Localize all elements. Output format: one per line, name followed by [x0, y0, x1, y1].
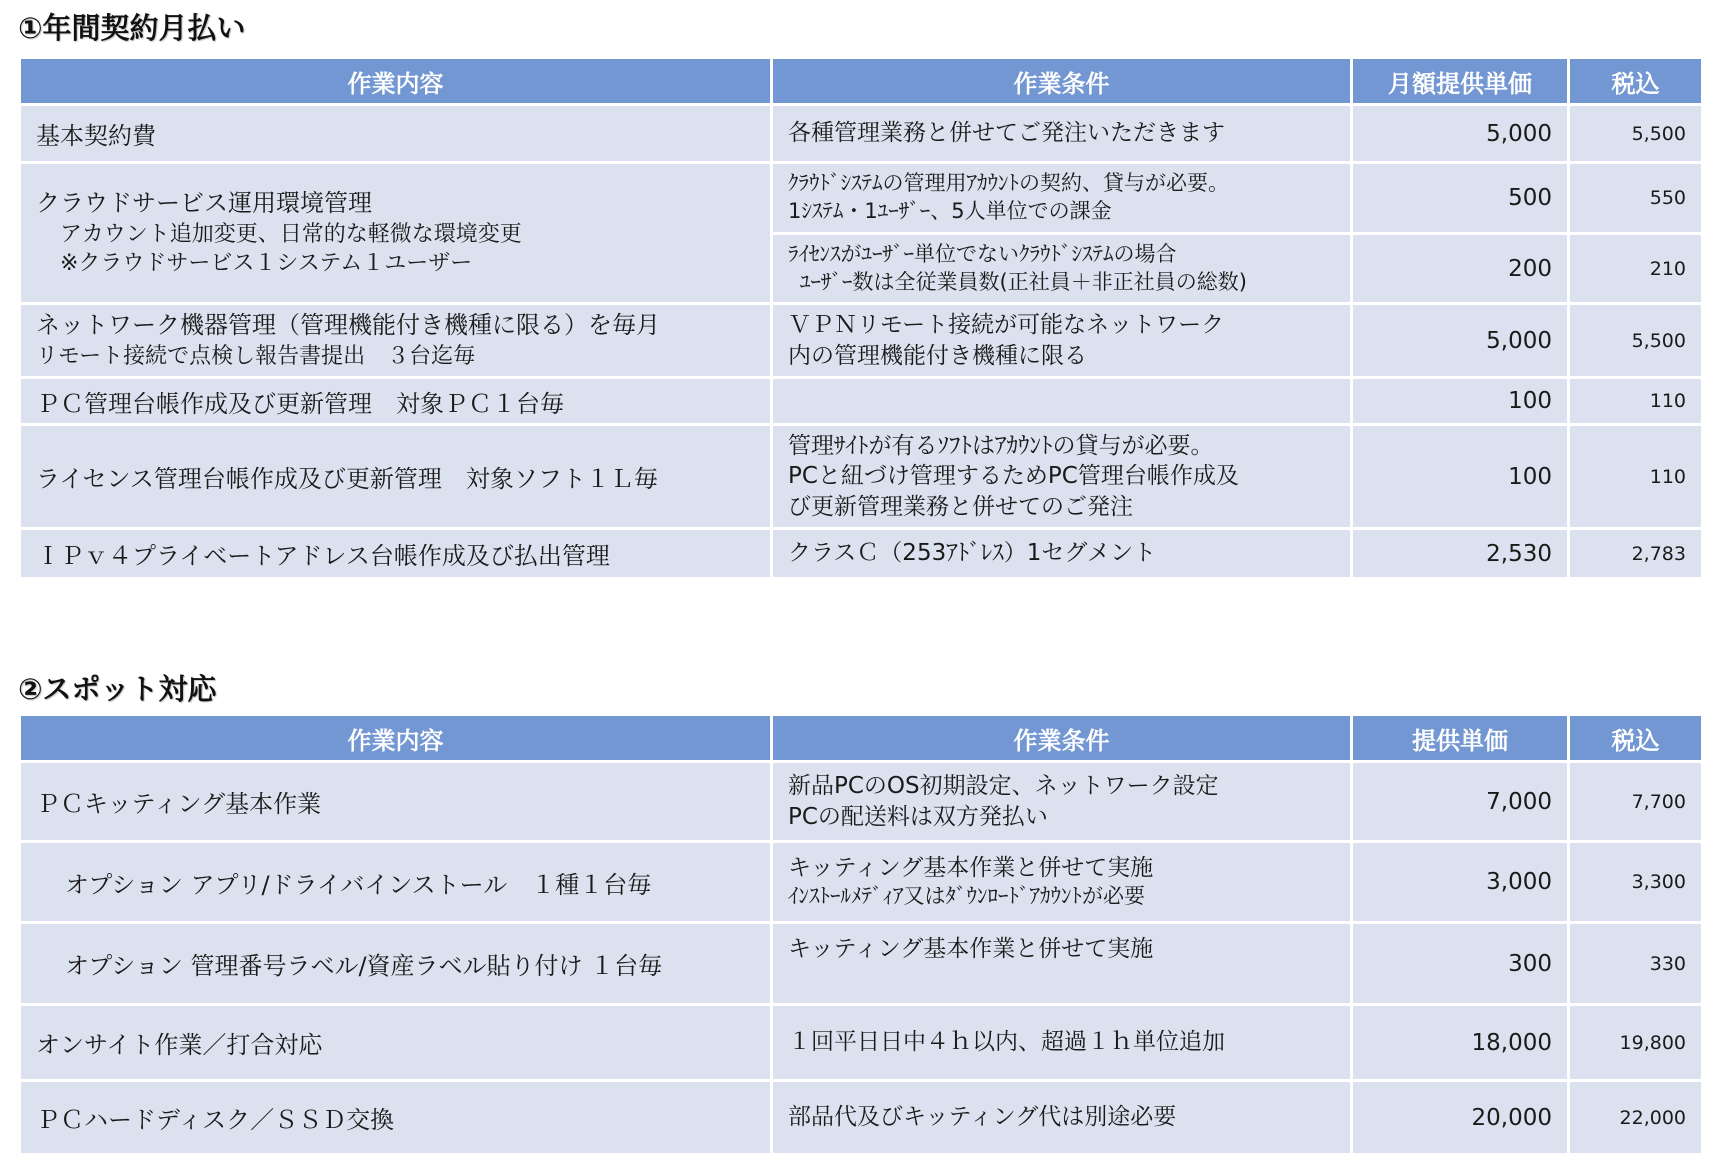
- header-work-conditions: 作業条件: [772, 715, 1352, 762]
- item-opt-app: オプション アプリ/ドライバインストール １種１台毎: [20, 842, 772, 923]
- cond-kitting-line-1: 新品PCのOS初期設定、ネットワーク設定: [788, 773, 1219, 800]
- tax-cloud-2: 210: [1569, 234, 1703, 304]
- header-unit-price: 提供単価: [1352, 715, 1569, 762]
- price-basic: 5,000: [1352, 105, 1569, 163]
- table-row-cloud-1: [20, 163, 1703, 234]
- item-network: [20, 304, 772, 378]
- cond-license-line-3: び更新管理業務と併せてのご発注: [788, 493, 1133, 520]
- cond-opt-app: [772, 842, 1352, 923]
- annual-contract-table: [18, 56, 1704, 580]
- table-row-license: [20, 425, 1703, 529]
- table-header-row: [20, 715, 1703, 762]
- price-pc-ledger: 100: [1352, 378, 1569, 425]
- tax-pc-ledger: 110: [1569, 378, 1703, 425]
- cond-ipv4: クラスＣ（253ｱﾄﾞﾚｽ）1セグメント: [772, 529, 1352, 579]
- header-monthly-unit-price: 月額提供単価: [1352, 58, 1569, 105]
- tax-onsite: 19,800: [1569, 1005, 1703, 1081]
- cond-network-line-1: ＶＰＮリモート接続が可能なネットワーク: [788, 312, 1225, 339]
- table-row-pc-ledger: [20, 378, 1703, 425]
- table-row-network: [20, 304, 1703, 378]
- cond-cloud-1-line-1: ｸﾗｳﾄﾞｼｽﾃﾑの管理用ｱｶｳﾝﾄの契約、貸与が必要。: [788, 171, 1229, 196]
- header-tax-included: 税込: [1569, 715, 1703, 762]
- cond-cloud-2: [772, 234, 1352, 304]
- item-network-line-1: ネットワーク機器管理（管理機能付き機種に限る）を毎月: [36, 311, 660, 340]
- table-row-onsite: [20, 1005, 1703, 1081]
- header-work-content: 作業内容: [20, 715, 772, 762]
- item-ipv4: ＩＰｖ４プライベートアドレス台帳作成及び払出管理: [20, 529, 772, 579]
- table-row-hdd: [20, 1081, 1703, 1155]
- cond-cloud-1: [772, 163, 1352, 234]
- item-network-line-2: リモート接続で点検し報告書提出 ３台迄毎: [36, 343, 476, 369]
- item-cloud: [20, 163, 772, 304]
- price-kitting: 7,000: [1352, 762, 1569, 842]
- section-title-annual: ①年間契約月払い: [18, 11, 246, 45]
- header-tax-included: 税込: [1569, 58, 1703, 105]
- table-row-opt-app: [20, 842, 1703, 923]
- tax-kitting: 7,700: [1569, 762, 1703, 842]
- cond-opt-label: キッティング基本作業と併せて実施: [772, 923, 1352, 1005]
- item-onsite: オンサイト作業／打合対応: [20, 1005, 772, 1081]
- tax-network: 5,500: [1569, 304, 1703, 378]
- price-opt-label: 300: [1352, 923, 1569, 1005]
- cond-onsite: １回平日日中４ｈ以内、超過１ｈ単位追加: [772, 1005, 1352, 1081]
- price-opt-app: 3,000: [1352, 842, 1569, 923]
- item-cloud-detail-1: アカウント追加変更、日常的な軽微な環境変更: [60, 221, 522, 247]
- tax-cloud-1: 550: [1569, 163, 1703, 234]
- cond-kitting: [772, 762, 1352, 842]
- spot-service-table: [18, 713, 1704, 1156]
- cond-cloud-2-line-2: ﾕｰｻﾞｰ数は全従業員数(正社員＋非正社員の総数): [800, 269, 1247, 294]
- cond-hdd: 部品代及びキッティング代は別途必要: [772, 1081, 1352, 1155]
- price-hdd: 20,000: [1352, 1081, 1569, 1155]
- tax-basic: 5,500: [1569, 105, 1703, 163]
- cond-license-line-1: 管理ｻｲﾄが有るｿﾌﾄはｱｶｳﾝﾄの貸与が必要。: [788, 432, 1214, 459]
- table-row-ipv4: [20, 529, 1703, 579]
- price-cloud-2: 200: [1352, 234, 1569, 304]
- cond-opt-app-line-2: ｲﾝｽﾄｰﾙﾒﾃﾞｨｱ又はﾀﾞｳﾝﾛｰﾄﾞｱｶｳﾝﾄが必要: [788, 884, 1145, 909]
- tax-opt-label: 330: [1569, 923, 1703, 1005]
- cond-kitting-line-2: PCの配送料は双方発払い: [788, 803, 1048, 830]
- item-cloud-title: クラウドサービス運用環境管理: [36, 189, 372, 218]
- table-row-kitting: [20, 762, 1703, 842]
- item-basic: 基本契約費: [20, 105, 772, 163]
- item-kitting: ＰＣキッティング基本作業: [20, 762, 772, 842]
- cond-opt-app-line-1: キッティング基本作業と併せて実施: [788, 854, 1154, 881]
- table-header-row: [20, 58, 1703, 105]
- price-onsite: 18,000: [1352, 1005, 1569, 1081]
- tax-hdd: 22,000: [1569, 1081, 1703, 1155]
- tax-opt-app: 3,300: [1569, 842, 1703, 923]
- cond-cloud-1-line-2: 1ｼｽﾃﾑ・1ﾕｰｻﾞｰ、5人単位での課金: [788, 199, 1112, 223]
- cond-cloud-2-line-1: ﾗｲｾﾝｽがﾕｰｻﾞｰ単位でないｸﾗｳﾄﾞｼｽﾃﾑの場合: [788, 241, 1177, 266]
- item-opt-label: オプション 管理番号ラベル/資産ラベル貼り付け １台毎: [20, 923, 772, 1005]
- table-row-opt-label: [20, 923, 1703, 1005]
- cond-network: [772, 304, 1352, 378]
- tax-ipv4: 2,783: [1569, 529, 1703, 579]
- item-pc-ledger: ＰＣ管理台帳作成及び更新管理 対象ＰＣ１台毎: [20, 378, 772, 425]
- item-hdd: ＰＣハードディスク／ＳＳＤ交換: [20, 1081, 772, 1155]
- price-network: 5,000: [1352, 304, 1569, 378]
- header-work-content: 作業内容: [20, 58, 772, 105]
- item-license: ライセンス管理台帳作成及び更新管理 対象ソフト１Ｌ毎: [20, 425, 772, 529]
- cond-license-line-2: PCと紐づけ管理するためPC管理台帳作成及: [788, 463, 1239, 490]
- cond-pc-ledger: [772, 378, 1352, 425]
- item-cloud-detail-2: ※クラウドサービス１システム１ユーザー: [60, 251, 473, 277]
- cond-network-line-2: 内の管理機能付き機種に限る: [788, 342, 1087, 369]
- price-license: 100: [1352, 425, 1569, 529]
- price-cloud-1: 500: [1352, 163, 1569, 234]
- cond-basic: 各種管理業務と併せてご発注いただきます: [772, 105, 1352, 163]
- header-work-conditions: 作業条件: [772, 58, 1352, 105]
- cond-license: [772, 425, 1352, 529]
- price-ipv4: 2,530: [1352, 529, 1569, 579]
- table-row-basic: [20, 105, 1703, 163]
- section-title-spot: ②スポット対応: [18, 672, 217, 706]
- tax-license: 110: [1569, 425, 1703, 529]
